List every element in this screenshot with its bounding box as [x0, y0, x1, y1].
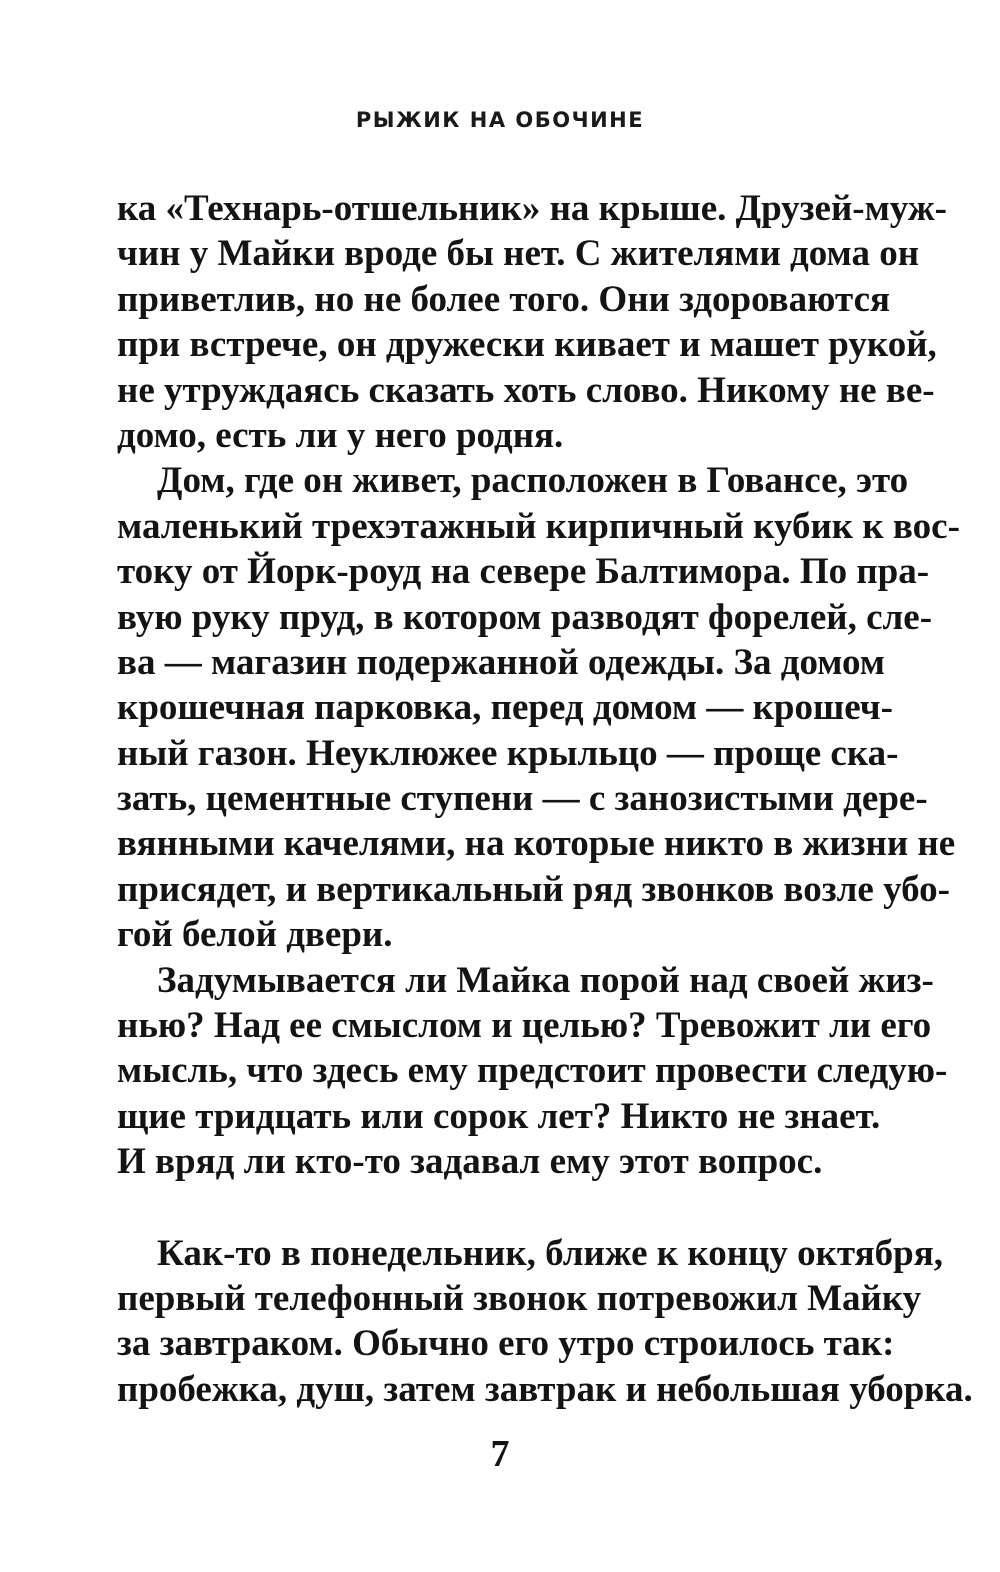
text-line: Как-то в понедельник, ближе к концу октября,	[157, 1232, 943, 1274]
text-line: чин у Майки вроде бы нет. С жителями дома он	[117, 233, 920, 275]
text-line: И вряд ли кто-то задавал ему этот вопрос.	[117, 1141, 823, 1183]
text-line: домо, есть ли у него родня.	[117, 414, 564, 456]
text-line: Дом, где он живет, расположен в Говансе, это	[157, 460, 909, 502]
text-line: току от Йорк-роуд на севере Балтимора. По пра-	[117, 551, 930, 593]
text-line: ка «Технарь-отшельник» на крыше. Друзей-муж-	[117, 188, 947, 229]
paragraph	[117, 186, 947, 458]
section-break	[117, 1185, 857, 1231]
text-line: щие тридцать или сорок лет? Никто не знает.	[117, 1095, 881, 1137]
text-line: при встрече, он дружески кивает и машет рукой,	[117, 324, 937, 366]
text-line: приветлив, но не более того. Они здороваются	[117, 278, 891, 320]
text-line: пробежка, душ, затем завтрак и небольшая уборка.	[117, 1368, 973, 1410]
text-line: гой белой двери.	[117, 914, 393, 956]
text-line: нью? Над ее смыслом и целью? Тревожит ли его	[117, 1005, 932, 1047]
text-line: маленький трехэтажный кирпичный кубик к вос-	[117, 505, 960, 547]
running-head: РЫЖИК НА ОБОЧИНЕ	[355, 108, 645, 132]
text-line: за завтраком. Обычно его утро строилось так:	[117, 1323, 895, 1365]
text-line: не утруждаясь сказать хоть слово. Никому не ве-	[117, 369, 935, 411]
text-line: первый телефонный звонок потревожил Майку	[117, 1277, 922, 1319]
paragraph	[117, 1231, 973, 1413]
paragraph	[117, 958, 948, 1185]
body-text	[117, 186, 973, 1412]
text-line: ва — магазин подержанной одежды. За домом	[117, 641, 886, 683]
text-line: вянными качелями, на которые никто в жизни не	[117, 823, 956, 865]
paragraph	[117, 458, 960, 957]
text-line: крошечная парковка, перед домом — крошеч-	[117, 687, 893, 729]
text-line: вую руку пруд, в котором разводят форелей, сле-	[117, 596, 933, 638]
page-number: 7	[490, 1433, 510, 1475]
text-line: мысль, что здесь ему предстоит провести следую-	[117, 1050, 948, 1092]
text-line: ный газон. Неуклюжее крыльцо — проще ска-	[117, 732, 899, 774]
text-line: Задумывается ли Майка порой над своей жиз-	[157, 959, 934, 1001]
text-line: зать, цементные ступени — с занозистыми дере-	[117, 778, 928, 820]
text-line: присядет, и вертикальный ряд звонков возле убо-	[117, 868, 950, 910]
